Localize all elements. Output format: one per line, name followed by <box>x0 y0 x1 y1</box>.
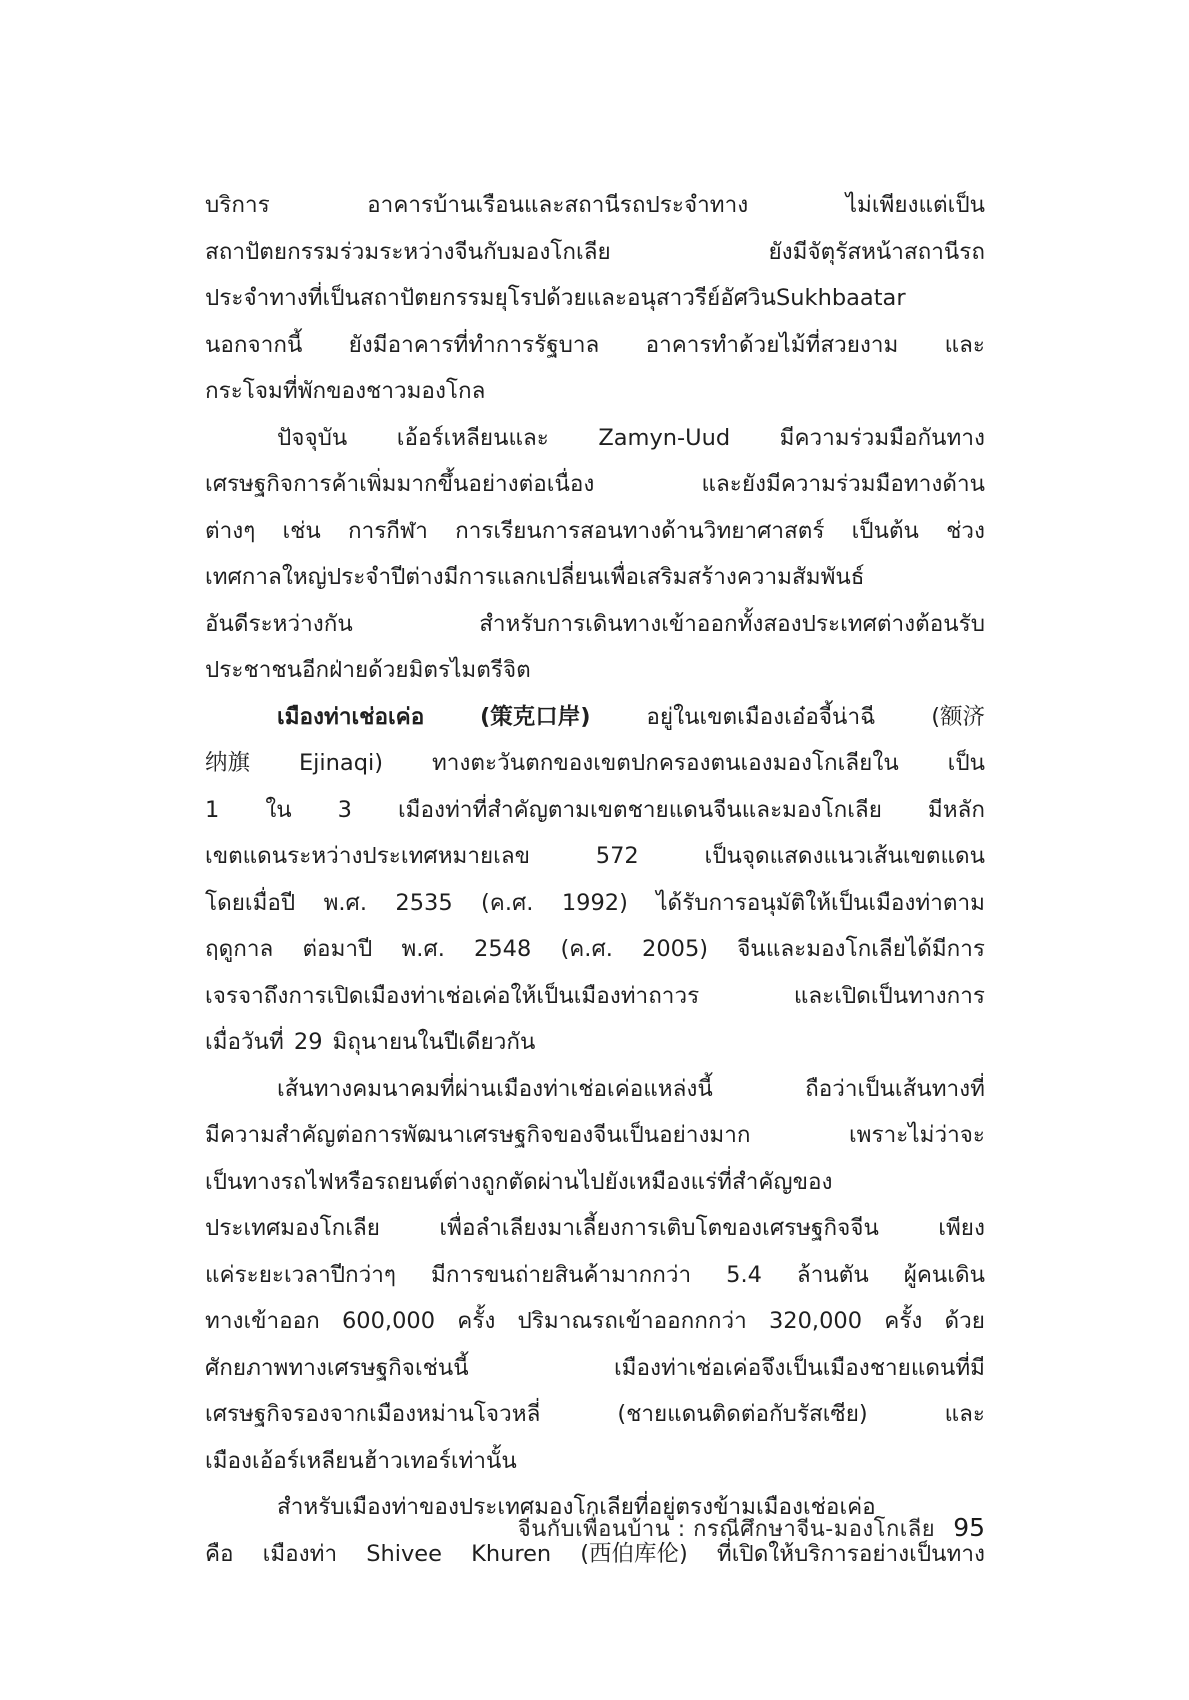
text-word: ปัจจุบัน <box>277 424 348 451</box>
text-word: ประชาชนอีกฝ่ายด้วยมิตรไมตรีจิต <box>205 657 531 683</box>
text-word: (ชายแดนติดต่อกับรัสเซีย) <box>617 1401 868 1427</box>
text-word: 29 <box>293 1029 323 1055</box>
body-text <box>205 182 985 1577</box>
text-line <box>205 368 985 415</box>
text-word: แค่ระยะเวลาปีกว่าๆ <box>205 1261 396 1288</box>
text-word: (西伯库伦) <box>580 1540 688 1567</box>
text-word: ที่เปิดให้บริการอย่างเป็นทาง <box>716 1540 985 1567</box>
text-line <box>205 182 985 229</box>
text-word: 600,000 <box>341 1308 436 1334</box>
text-word: เป็น <box>947 750 985 776</box>
text-word: พ.ศ. <box>401 936 445 962</box>
text-line <box>205 647 985 694</box>
text-word: กระโจมที่พักของชาวมองโกล <box>205 378 486 404</box>
text-word: ถือว่าเป็นเส้นทางที่ <box>805 1075 985 1102</box>
text-word: ด้วย <box>944 1308 985 1334</box>
text-word: การกีฬา <box>347 517 428 544</box>
text-word: และเปิดเป็นทางการ <box>793 982 985 1009</box>
text-word: เศรษฐกิจรองจากเมืองหม่านโจวหลี่ <box>205 1401 541 1427</box>
text-word: ช่วง <box>946 517 985 544</box>
text-word: เส้นทางคมนาคมที่ผ่านเมืองท่าเช่อเค่อแหล่งนี้ <box>277 1075 713 1102</box>
text-word: Shivee <box>366 1540 442 1567</box>
text-word: ทางเข้าออก <box>205 1308 320 1334</box>
text-word: 纳旗 <box>205 750 251 776</box>
text-word: มีความร่วมมือกันทาง <box>779 424 985 451</box>
text-line <box>205 1205 985 1252</box>
text-word: Ejinaqi) <box>298 750 384 776</box>
text-word: 3 <box>337 796 352 823</box>
text-word: อาคารทำด้วยไม้ที่สวยงาม <box>645 331 899 358</box>
text-word: ยังมีจัตุรัสหน้าสถานีรถ <box>768 238 985 265</box>
text-word: อาคารบ้านเรือนและสถานีรถประจำทาง <box>367 192 749 218</box>
text-word: ต่อมาปี <box>302 936 373 962</box>
text-word: และยังมีความร่วมมือทางด้าน <box>701 471 985 497</box>
text-line <box>205 833 985 880</box>
text-line <box>205 1066 985 1113</box>
text-word: เอ้อร์เหลียนและ <box>396 424 549 451</box>
text-word: อันดีระหว่างกัน <box>205 610 353 637</box>
text-line <box>205 322 985 369</box>
text-word: เจรจาถึงการเปิดเมืองท่าเช่อเค่อให้เป็นเมืองท่าถาวร <box>205 982 700 1009</box>
text-word: เช่น <box>282 517 321 544</box>
text-word: และ <box>944 1401 985 1427</box>
text-word: สำหรับการเดินทางเข้าออกทั้งสองประเทศต่างต้อนรับ <box>479 610 985 637</box>
text-line <box>205 415 985 462</box>
text-word: เป็นทางรถไฟหรือรถยนต์ต่างถูกตัดผ่านไปยังเหมืองแร่ที่สำคัญของ <box>205 1168 833 1195</box>
text-line <box>205 1252 985 1299</box>
running-footer-title: จีนกับเพื่อนบ้าน : กรณีศึกษาจีน-มองโกเลีย <box>517 1517 936 1542</box>
text-word: สถาปัตยกรรมร่วมระหว่างจีนกับมองโกเลีย <box>205 238 611 265</box>
text-word: เพียง <box>938 1215 985 1241</box>
text-line <box>205 508 985 555</box>
text-word: ฤดูกาล <box>205 936 274 962</box>
page-footer <box>518 1508 985 1548</box>
text-word: มีความสำคัญต่อการพัฒนาเศรษฐกิจของจีนเป็นอย่างมาก <box>205 1122 751 1148</box>
text-word: พ.ศ. <box>323 889 367 916</box>
text-word: การเรียนการสอนทางด้านวิทยาศาสตร์ <box>455 517 825 544</box>
text-word: และ <box>944 331 985 358</box>
text-word: คือ <box>205 1540 234 1567</box>
text-word: เทศกาลใหญ่ประจำปีต่างมีการแลกเปลี่ยนเพื่อเสริมสร้างความสัมพันธ์ <box>205 564 865 590</box>
text-word: เมืองท่า <box>262 1540 338 1567</box>
text-word: มีหลัก <box>927 796 985 823</box>
text-word: เพื่อลำเลียงมาเลี้ยงการเติบโตของเศรษฐกิจจีน <box>439 1215 879 1241</box>
text-word: จีนและมองโกเลียได้มีการ <box>737 936 985 962</box>
text-word: (ค.ศ. <box>560 936 613 962</box>
text-word: (ค.ศ. <box>481 889 534 916</box>
text-word: อยู่ในเขตเมืองเอ๋อจี้น่าฉี <box>646 703 876 730</box>
text-word: เมืองท่าเช่อเค่อจึงเป็นเมืองชายแดนที่มี <box>613 1354 985 1381</box>
text-word: 1 <box>205 796 220 823</box>
text-word: เมืองท่าเช่อเค่อ <box>277 703 425 730</box>
text-line <box>205 1391 985 1438</box>
text-line <box>205 275 985 322</box>
text-word: บริการ <box>205 192 270 218</box>
text-word: เป็นต้น <box>851 517 919 544</box>
text-line <box>205 740 985 787</box>
text-word: มีการขนถ่ายสินค้ามากกว่า <box>430 1261 692 1288</box>
text-word: (策克口岸) <box>480 703 591 730</box>
text-word: ประเทศมองโกเลีย <box>205 1215 380 1241</box>
page-number: 95 <box>953 1513 985 1542</box>
text-word: ประจำทางที่เป็นสถาปัตยกรรมยุโรปด้วยและอนุสาวรีย์อัศวินSukhbaatar <box>205 285 906 311</box>
text-word: Zamyn-Uud <box>598 424 731 451</box>
text-line <box>205 880 985 927</box>
text-word: 1992) <box>561 889 628 916</box>
text-line <box>205 1159 985 1206</box>
text-word: 2548 <box>474 936 532 962</box>
text-word: เพราะไม่ว่าจะ <box>848 1122 985 1148</box>
text-line <box>205 1298 985 1345</box>
text-word: เศรษฐกิจการค้าเพิ่มมากขึ้นอย่างต่อเนื่อง <box>205 471 595 497</box>
text-line <box>205 1345 985 1392</box>
text-word: ครั้ง <box>457 1308 496 1334</box>
text-word: 5.4 <box>726 1261 762 1288</box>
text-line <box>205 694 985 741</box>
text-word: (额济 <box>931 703 985 730</box>
text-word: เป็นจุดแสดงแนวเส้นเขตแดน <box>704 843 985 869</box>
text-line <box>205 601 985 648</box>
text-word: เมืองเอ้อร์เหลียนฮ้าวเทอร์เท่านั้น <box>205 1447 517 1474</box>
text-word: เขตแดนระหว่างประเทศหมายเลข <box>205 843 531 869</box>
text-line <box>205 1112 985 1159</box>
text-line <box>205 461 985 508</box>
text-line <box>205 926 985 973</box>
text-line <box>205 1438 985 1485</box>
text-word: 572 <box>595 843 639 869</box>
text-line <box>205 229 985 276</box>
text-word: ล้านตัน <box>796 1261 869 1288</box>
text-word: ผู้คนเดิน <box>903 1261 985 1288</box>
text-line <box>205 1019 985 1066</box>
text-word: ได้รับการอนุมัติให้เป็นเมืองท่าตาม <box>656 889 985 916</box>
text-word: ยังมีอาคารที่ทำการรัฐบาล <box>348 331 600 358</box>
text-word: โดยเมื่อปี <box>205 889 296 916</box>
text-line <box>205 973 985 1020</box>
text-word: ไม่เพียงแต่เป็น <box>845 192 985 218</box>
text-word: 2005) <box>642 936 709 962</box>
text-word: ครั้ง <box>884 1308 923 1334</box>
text-line <box>205 554 985 601</box>
text-word: ต่างๆ <box>205 517 256 544</box>
text-word: มิถุนายนในปีเดียวกัน <box>332 1029 536 1055</box>
text-line <box>205 787 985 834</box>
text-word: เมื่อวันที่ <box>205 1029 284 1055</box>
text-word: เมืองท่าที่สำคัญตามเขตชายแดนจีนและมองโกเลีย <box>397 796 882 823</box>
text-word: สำหรับเมืองท่าของประเทศมองโกเลียที่อยู่ตรงข้ามเมืองเช่อเค่อ <box>277 1494 876 1520</box>
text-word: ศักยภาพทางเศรษฐกิจเช่นนี้ <box>205 1354 469 1381</box>
text-word: นอกจากนี้ <box>205 331 303 358</box>
text-word: ใน <box>265 796 292 823</box>
text-word: Khuren <box>471 1540 552 1567</box>
text-word: ปริมาณรถเข้าออกกกว่า <box>517 1308 747 1334</box>
text-word: 320,000 <box>768 1308 863 1334</box>
text-word: ทางตะวันตกของเขตปกครองตนเองมองโกเลียใน <box>431 750 899 776</box>
text-word: 2535 <box>395 889 453 916</box>
